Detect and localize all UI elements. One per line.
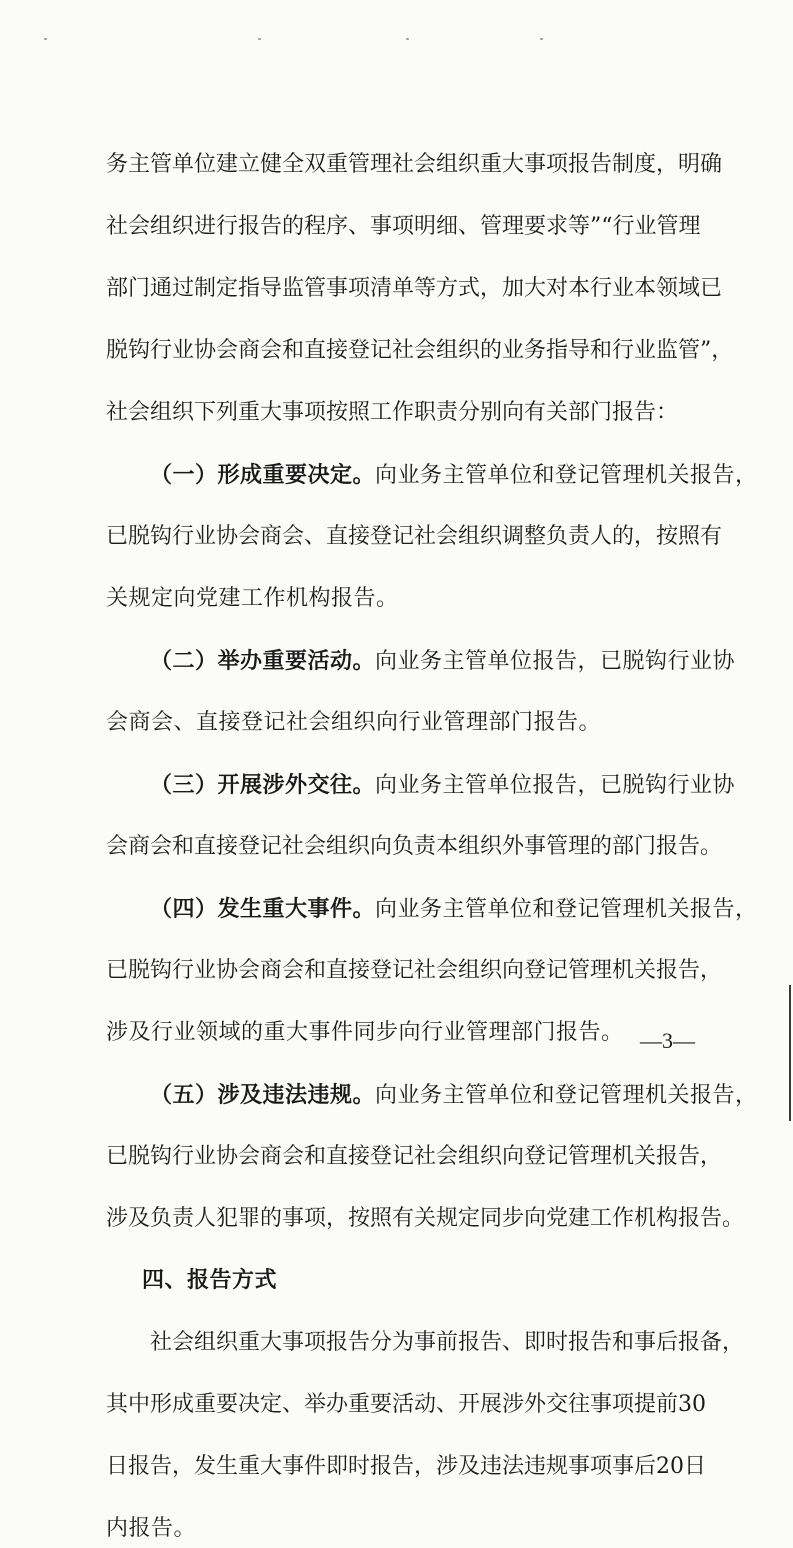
item-line: 涉及负责人犯罪的事项，按照有关规定同步向党建工作机构报告。 (106, 1206, 745, 1231)
body-text (106, 146, 758, 1548)
scan-edge-mark (789, 985, 791, 1121)
item-title: （二）举办重要活动。 (150, 648, 376, 674)
item-first-line (106, 456, 758, 494)
item-line: 已脱钩行业协会商会和直接登记社会组织向登记管理机关报告， (106, 1144, 723, 1169)
item-line: 已脱钩行业协会商会和直接登记社会组织向登记管理机关报告， (106, 958, 723, 983)
item-title: （四）发生重大事件。 (150, 896, 376, 922)
section-line: 其中形成重要决定、举办重要活动、开展涉外交往事项提前30 (106, 1392, 706, 1417)
item-title: （五）涉及违法违规。 (150, 1082, 376, 1108)
item-title: （一）形成重要决定。 (150, 462, 376, 488)
scan-speck (406, 38, 409, 40)
section-line: 日报告，发生重大事件即时报告，涉及违法违规事项事后20日 (106, 1454, 706, 1479)
item-text: 向业务主管单位和登记管理机关报告， (375, 1083, 758, 1108)
page-number: —3— (640, 1028, 695, 1053)
item-first-line (106, 766, 736, 804)
intro-line: 脱钩行业协会商会和直接登记社会组织的业务指导和行业监管”， (106, 338, 734, 363)
intro-line: 社会组织进行报告的程序、事项明细、管理要求等”“行业管理 (106, 214, 701, 239)
item-line: 涉及行业领域的重大事件同步向行业管理部门报告。 (106, 1020, 624, 1045)
item-line: 已脱钩行业协会商会、直接登记社会组织调整负责人的，按照有 (106, 524, 723, 549)
item-line: 会商会和直接登记社会组织向负责本组织外事管理的部门报告。 (106, 834, 723, 859)
scan-speck (258, 38, 261, 40)
scan-speck (44, 38, 47, 40)
item-text: 向业务主管单位报告，已脱钩行业协 (375, 773, 736, 798)
section-line: 内报告。 (106, 1516, 197, 1541)
scan-speck (540, 38, 543, 40)
item-first-line (106, 1076, 758, 1114)
item-first-line (106, 890, 758, 928)
intro-line: 务主管单位建立健全双重管理社会组织重大事项报告制度，明确 (106, 152, 723, 177)
item-first-line (106, 642, 736, 680)
item-text: 向业务主管单位和登记管理机关报告， (375, 463, 758, 488)
section-line: 社会组织重大事项报告分为事前报告、即时报告和事后报备， (150, 1330, 745, 1355)
section-heading: 四、报告方式 (142, 1268, 278, 1293)
item-line: 关规定向党建工作机构报告。 (106, 586, 399, 611)
item-text: 向业务主管单位报告，已脱钩行业协 (375, 649, 736, 674)
intro-line: 部门通过制定指导监管事项清单等方式，加大对本行业本领域已 (106, 276, 723, 301)
item-line: 会商会、直接登记社会组织向行业管理部门报告。 (106, 710, 602, 735)
intro-line: 社会组织下列重大事项按照工作职责分别向有关部门报告： (106, 400, 679, 425)
item-text: 向业务主管单位和登记管理机关报告， (375, 897, 758, 922)
item-title: （三）开展涉外交往。 (150, 772, 376, 798)
